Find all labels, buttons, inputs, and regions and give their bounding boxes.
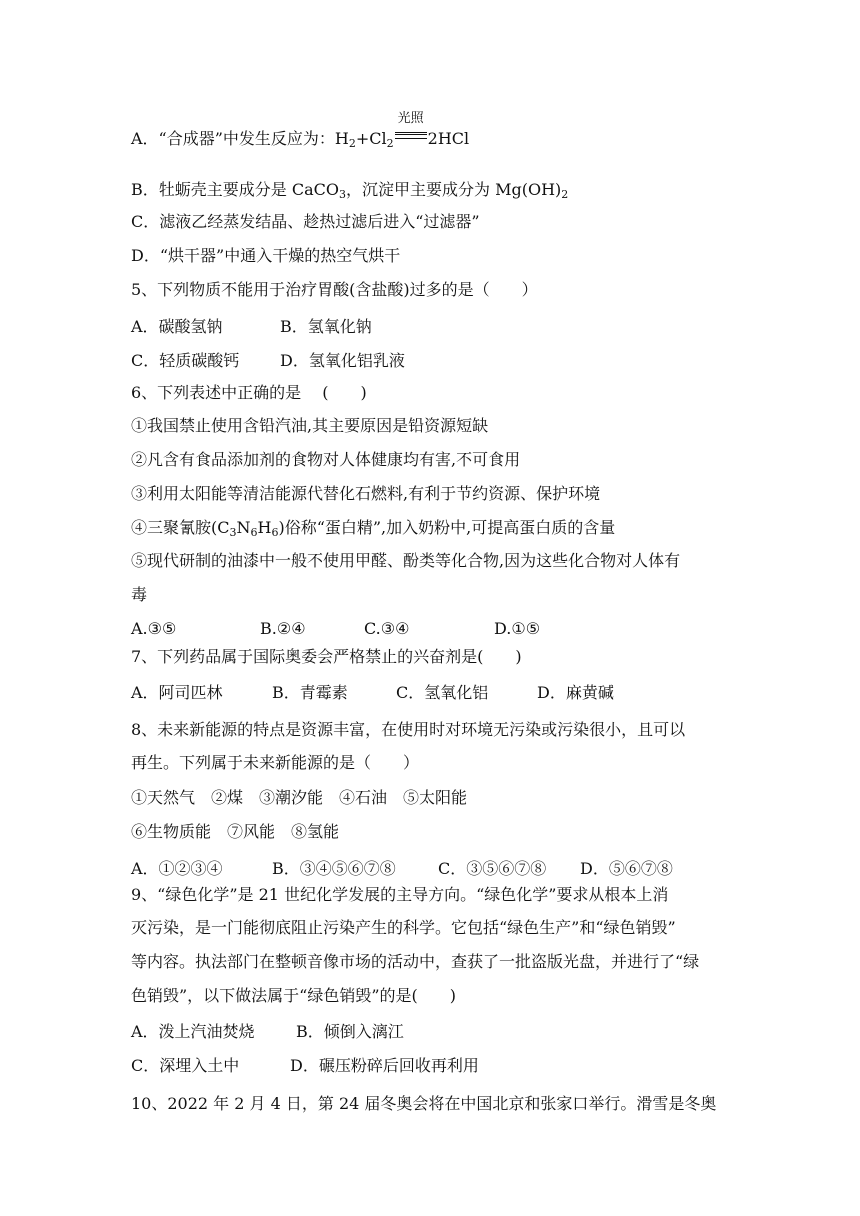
- q8-items-line-2: ⑥生物质能 ⑦风能 ⑧氢能: [131, 822, 340, 841]
- q10-stem-line-1: 10、2022 年 2 月 4 日，第 24 届冬奥会将在中国北京和张家口举行。滑雪是冬奥: [131, 1094, 717, 1113]
- q8-option-c: C．③⑤⑥⑦⑧: [438, 859, 547, 878]
- q4-option-d: D．“烘干器”中通入干燥的热空气烘干: [131, 246, 401, 265]
- q9-option-c: C．深埋入土中: [131, 1056, 240, 1075]
- q6-stem: 6、下列表述中正确的是 ( ): [131, 383, 367, 402]
- q8-option-a: A．①②③④: [131, 859, 223, 878]
- q6-statement-2: ②凡含有食品添加剂的食物对人体健康均有害,不可食用: [131, 450, 521, 469]
- q5-option-d: D．氢氧化铝乳液: [280, 351, 405, 370]
- q8-option-d: D．⑤⑥⑦⑧: [580, 859, 673, 878]
- q6-statement-5-cont: 毒: [131, 585, 148, 604]
- q7-option-c: C．氢氧化铝: [396, 683, 489, 702]
- q9-stem-line-2: 灭污染，是一门能彻底阻止污染产生的科学。它包括“绿色生产”和“绿色销毁”: [131, 918, 676, 937]
- q6-statement-1: ①我国禁止使用含铅汽油,其主要原因是铅资源短缺: [131, 416, 489, 435]
- q9-option-a: A．泼上汽油焚烧: [131, 1022, 255, 1041]
- q8-stem-line-1: 8、未来新能源的特点是资源丰富，在使用时对环境无污染或污染很小，且可以: [131, 720, 686, 739]
- q9-stem-line-4: 色销毁”，以下做法属于“绿色销毁”的是( ): [131, 986, 457, 1005]
- q6-option-b: B.②④: [260, 619, 306, 638]
- q7-option-a: A．阿司匹林: [131, 683, 223, 702]
- q6-statement-4: ④三聚氰胺$(C_3N_6H_6)$俗称“蛋白精”,加入奶粉中,可提高蛋白质的含量: [131, 518, 616, 539]
- q6-option-d: D.①⑤: [494, 619, 541, 638]
- q7-option-d: D．麻黄碱: [537, 683, 614, 702]
- q9-option-b: B．倾倒入漓江: [296, 1022, 404, 1041]
- q9-stem-line-3: 等内容。执法部门在整顿音像市场的活动中，查获了一批盗版光盘，并进行了“绿: [131, 952, 700, 971]
- q6-statement-5: ⑤现代研制的油漆中一般不使用甲醛、酚类等化合物,因为这些化合物对人体有: [131, 551, 681, 570]
- q8-stem-line-2: 再生。下列属于未来新能源的是（ ）: [131, 753, 420, 772]
- q9-option-d: D．碾压粉碎后回收再利用: [290, 1056, 479, 1075]
- q5-option-c: C．轻质碳酸钙: [131, 351, 240, 370]
- q6-option-a: A.③⑤: [131, 619, 177, 638]
- q4-option-c: C．滤液乙经蒸发结晶、趁热过滤后进入“过滤器”: [131, 212, 480, 231]
- q7-stem: 7、下列药品属于国际奥委会严格禁止的兴奋剂是( ): [131, 647, 522, 666]
- q8-items-line-1: ①天然气 ②煤 ③潮汐能 ④石油 ⑤太阳能: [131, 788, 468, 807]
- q9-stem-line-1: 9、“绿色化学”是 21 世纪化学发展的主导方向。“绿色化学”要求从根本上消: [131, 885, 669, 904]
- equal-sign: [395, 132, 427, 139]
- q4-option-b: B．牡蛎壳主要成分是 CaCO$_3$，沉淀甲主要成分为 $Mg(OH)_2$: [131, 180, 569, 201]
- q4-option-a: A．“合成器”中发生反应为：$H_2+Cl_2$ 光照 2HCl: [131, 111, 470, 150]
- q7-option-b: B．青霉素: [272, 683, 348, 702]
- reaction-condition: 光照: [395, 129, 427, 149]
- q5-option-b: B．氢氧化钠: [280, 317, 372, 336]
- q6-statement-3: ③利用太阳能等清洁能源代替化石燃料,有利于节约资源、保护环境: [131, 484, 601, 503]
- q8-option-b: B．③④⑤⑥⑦⑧: [272, 859, 396, 878]
- q6-option-c: C.③④: [364, 619, 410, 638]
- q5-option-a: A．碳酸氢钠: [131, 317, 223, 336]
- q5-stem: 5、下列物质不能用于治疗胃酸(含盐酸)过多的是（ ）: [131, 280, 538, 299]
